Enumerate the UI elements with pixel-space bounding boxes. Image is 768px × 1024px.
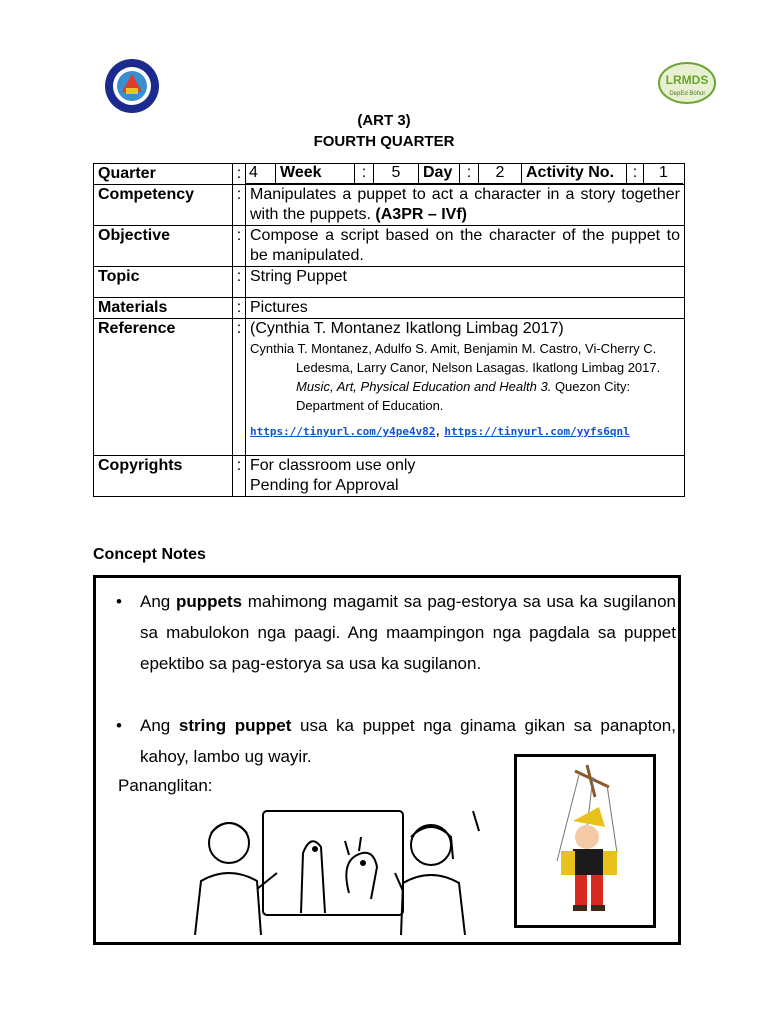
competency-text: Manipulates a puppet to act a character in a story together with the puppets. bbox=[250, 186, 680, 223]
colon: : bbox=[355, 163, 374, 184]
week-value: 5 bbox=[374, 163, 419, 184]
page-title: (ART 3) bbox=[357, 112, 411, 129]
colon: : bbox=[233, 319, 246, 456]
activity-label: Activity No. bbox=[522, 163, 627, 184]
reference-row bbox=[94, 319, 685, 456]
colon: : bbox=[233, 267, 246, 298]
colon: : bbox=[233, 164, 246, 185]
lesson-info-table bbox=[93, 163, 685, 497]
topic-row bbox=[94, 267, 685, 298]
copyrights-value bbox=[246, 456, 685, 497]
quarter-details-cell bbox=[246, 164, 685, 185]
activity-value: 1 bbox=[644, 163, 684, 184]
copyrights-row bbox=[94, 456, 685, 497]
objective-row bbox=[94, 226, 685, 267]
bullet-1-text bbox=[140, 586, 676, 679]
colon: : bbox=[233, 226, 246, 267]
copyrights-line-1: For classroom use only bbox=[250, 457, 416, 474]
reference-publisher: Quezon City: Department of Education. bbox=[296, 379, 631, 413]
topic-label: Topic bbox=[94, 267, 233, 298]
competency-label: Competency bbox=[94, 185, 233, 226]
materials-value: Pictures bbox=[246, 298, 685, 319]
competency-value bbox=[246, 185, 685, 226]
materials-row bbox=[94, 298, 685, 319]
colon: : bbox=[233, 298, 246, 319]
topic-value: String Puppet bbox=[246, 267, 685, 298]
copyrights-label: Copyrights bbox=[94, 456, 233, 497]
reference-label: Reference bbox=[94, 319, 233, 456]
bullet-dot: • bbox=[116, 716, 122, 735]
reference-link-1[interactable]: https://tinyurl.com/y4pe4v82 bbox=[250, 425, 436, 438]
reference-main: (Cynthia T. Montanez Ikatlong Limbag 2017) bbox=[250, 320, 564, 337]
concept-notes-box bbox=[93, 575, 681, 945]
materials-label: Materials bbox=[94, 298, 233, 319]
reference-citation bbox=[250, 339, 680, 415]
lrmds-logo-subtext: DepEd Bohol bbox=[669, 91, 705, 97]
lrmds-logo bbox=[658, 62, 716, 104]
bullet-2-pre: Ang bbox=[140, 716, 179, 735]
week-label: Week bbox=[276, 163, 355, 184]
reference-value bbox=[246, 319, 685, 456]
lrmds-logo-text: LRMDS bbox=[665, 73, 709, 87]
page-subtitle: FOURTH QUARTER bbox=[313, 133, 455, 150]
quarter-label: Quarter bbox=[94, 164, 233, 185]
competency-code: (A3PR – IVf) bbox=[375, 206, 467, 223]
deped-seal-logo bbox=[104, 58, 160, 114]
day-value: 2 bbox=[479, 163, 522, 184]
colon: : bbox=[233, 456, 246, 497]
concept-bullet-1 bbox=[116, 586, 676, 679]
reference-title: Music, Art, Physical Education and Health 3. bbox=[296, 379, 552, 394]
day-label: Day bbox=[419, 163, 460, 184]
bullet-1-post: mahimong magamit sa pag-estorya sa usa ka sugilanon sa mabulokon nga paagi. Ang maampingon nga pagdala sa puppet epektibo sa pag-estorya sa usa ka sugilanon. bbox=[140, 592, 676, 673]
link-separator: , bbox=[435, 422, 440, 439]
bullet-2-post: usa ka puppet nga ginama gikan sa panapton, kahoy, lambo ug wayir. bbox=[140, 716, 676, 766]
bullet-dot: • bbox=[116, 592, 122, 611]
bullet-1-bold: puppets bbox=[175, 592, 243, 611]
competency-row bbox=[94, 185, 685, 226]
children-with-puppets-illustration bbox=[181, 803, 481, 935]
objective-value: Compose a script based on the character of the puppet to be manipulated. bbox=[246, 226, 685, 267]
colon: : bbox=[627, 163, 644, 184]
objective-label: Objective bbox=[94, 226, 233, 267]
bullet-1-pre: Ang bbox=[140, 592, 176, 611]
quarter-value: 4 bbox=[245, 163, 276, 184]
colon: : bbox=[460, 163, 479, 184]
quarter-details-table bbox=[245, 163, 683, 184]
string-puppet-photo bbox=[514, 754, 656, 928]
reference-links bbox=[250, 421, 680, 442]
quarter-row bbox=[94, 164, 685, 185]
reference-link-2[interactable]: https://tinyurl.com/yyfs6qnl bbox=[444, 425, 630, 438]
reference-authors: Cynthia T. Montanez, Adulfo S. Amit, Benjamin M. Castro, Vi-Cherry C. Ledesma, Larry Canor, Nelson Lasagas. Ikatlong Limbag 2017. bbox=[250, 341, 661, 375]
concept-notes-heading: Concept Notes bbox=[93, 546, 206, 563]
bullet-2-bold: string puppet bbox=[178, 716, 292, 735]
colon: : bbox=[233, 185, 246, 226]
copyrights-line-2: Pending for Approval bbox=[250, 477, 399, 494]
example-label: Pananglitan: bbox=[118, 776, 213, 795]
